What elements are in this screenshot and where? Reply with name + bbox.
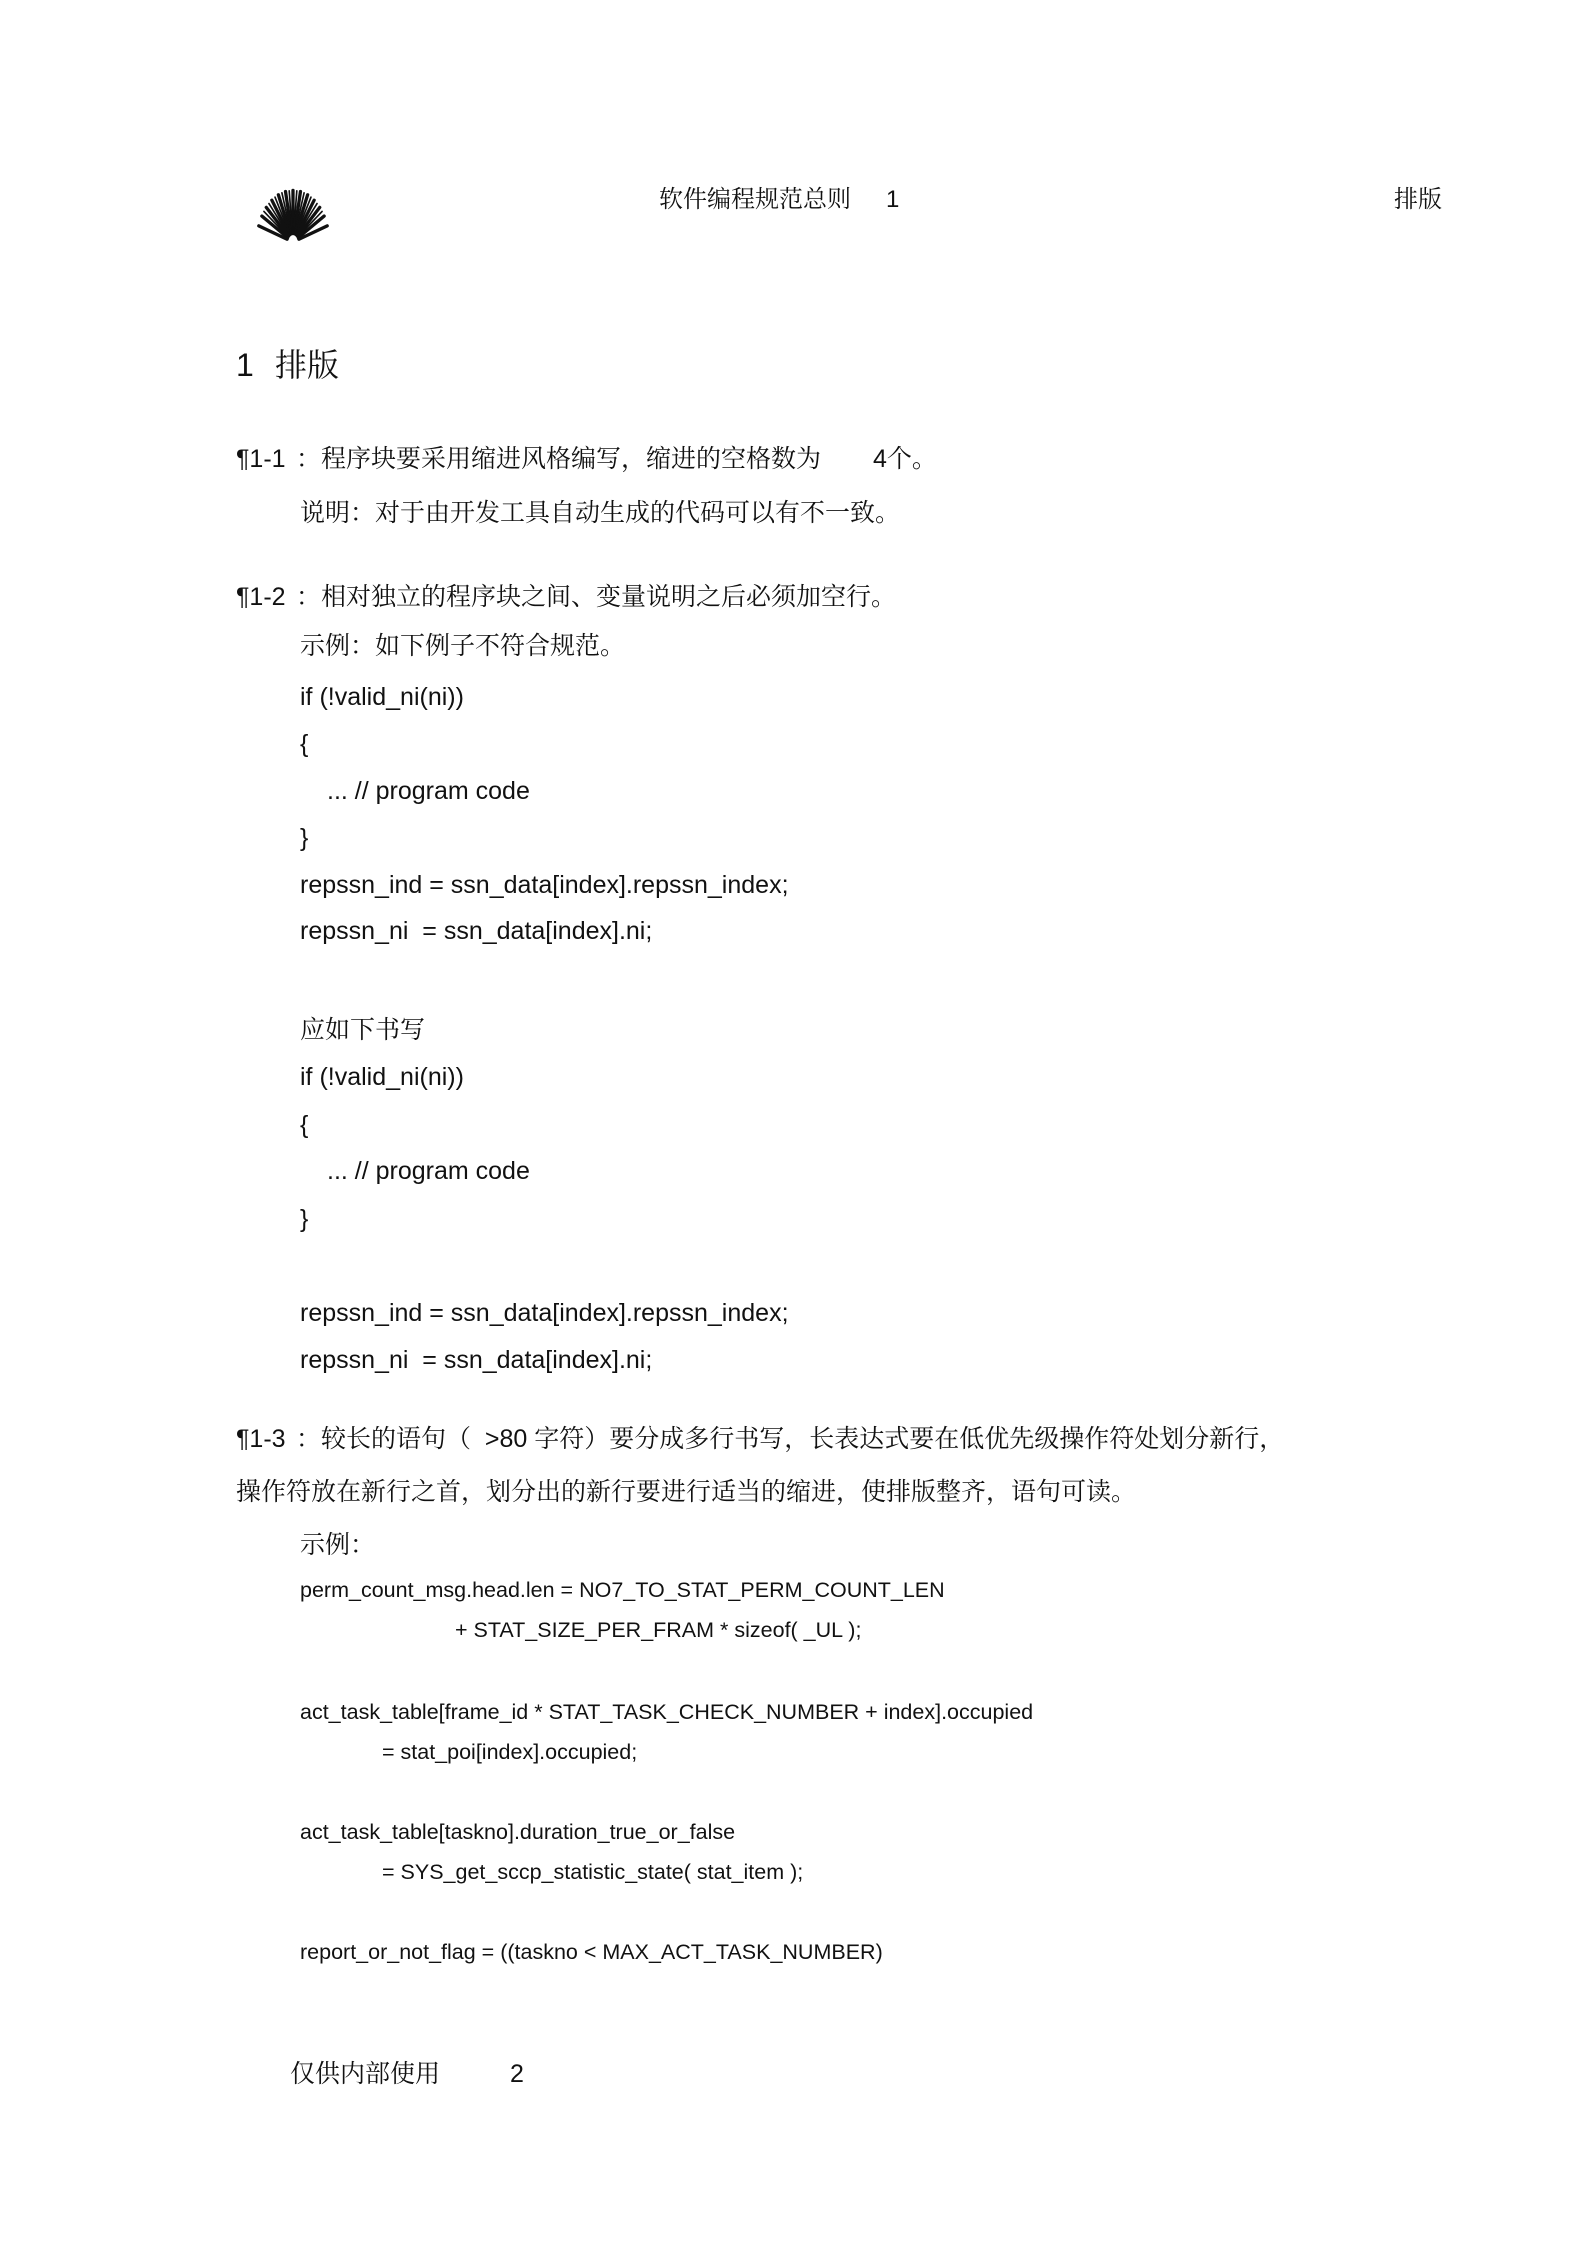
code-line: repssn_ind = ssn_data[index].repssn_index; xyxy=(300,871,789,899)
rule-1-3-id: ¶1-3 xyxy=(236,1425,286,1453)
rule-1-2-id: ¶1-2 xyxy=(236,583,286,611)
code-line: + STAT_SIZE_PER_FRAM * sizeof( _UL ); xyxy=(455,1618,862,1642)
chapter-title: 排版 xyxy=(275,347,340,383)
code-line: repssn_ni = ssn_data[index].ni; xyxy=(300,1346,653,1374)
rule-1-2-text: ：相对独立的程序块之间、变量说明之后必须加空行。 xyxy=(296,583,897,611)
code-line: repssn_ni = ssn_data[index].ni; xyxy=(300,917,653,945)
header-section-name: 排版 xyxy=(1394,186,1442,213)
rule-1-3-text-line1: ：较长的语句（ >80 字符）要分成多行书写，长表达式要在低优先级操作符处划分新行， xyxy=(296,1425,1285,1453)
rule-1-1-note: 说明：对于由开发工具自动生成的代码可以有不一致。 xyxy=(300,499,901,527)
code-line: } xyxy=(300,824,309,852)
code-line: act_task_table[frame_id * STAT_TASK_CHECK_NUMBER + index].occupied xyxy=(300,1700,1034,1724)
header-chapter-number: 1 xyxy=(886,186,900,213)
header-doc-title: 软件编程规范总则 xyxy=(659,186,851,213)
rule-1-1-value: 4个。 xyxy=(873,445,937,473)
code-line: } xyxy=(300,1205,309,1233)
code-line: act_task_table[taskno].duration_true_or_false xyxy=(300,1820,736,1844)
chapter-number: 1 xyxy=(236,347,254,383)
code-line: repssn_ind = ssn_data[index].repssn_index; xyxy=(300,1299,789,1327)
code-line: = SYS_get_sccp_statistic_state( stat_item ); xyxy=(382,1860,804,1884)
code-line: if (!valid_ni(ni)) xyxy=(300,683,464,711)
rule-1-1-id: ¶1-1 xyxy=(236,445,286,473)
code-line: = stat_poi[index].occupied; xyxy=(382,1740,638,1764)
rule-1-2-good-label: 应如下书写 xyxy=(300,1016,426,1044)
code-line: perm_count_msg.head.len = NO7_TO_STAT_PERM_COUNT_LEN xyxy=(300,1578,945,1602)
rule-1-1-text: ：程序块要采用缩进风格编写，缩进的空格数为 xyxy=(296,445,822,473)
rule-1-3-example-label: 示例： xyxy=(300,1531,376,1559)
footer-text: 仅供内部使用 xyxy=(290,2060,441,2088)
footer-page-number: 2 xyxy=(510,2060,524,2088)
code-line: report_or_not_flag = ((taskno < MAX_ACT_TASK_NUMBER) xyxy=(300,1940,883,1964)
code-line: { xyxy=(300,1111,309,1139)
rule-1-3-text-line2: 操作符放在新行之首，划分出的新行要进行适当的缩进，使排版整齐，语句可读。 xyxy=(236,1478,1137,1506)
code-line: { xyxy=(300,730,309,758)
shell-logo-icon xyxy=(256,184,330,244)
code-line: ... // program code xyxy=(327,777,530,805)
code-line: ... // program code xyxy=(327,1157,530,1185)
rule-1-2-example-label: 示例：如下例子不符合规范。 xyxy=(300,632,626,660)
code-line: if (!valid_ni(ni)) xyxy=(300,1063,464,1091)
